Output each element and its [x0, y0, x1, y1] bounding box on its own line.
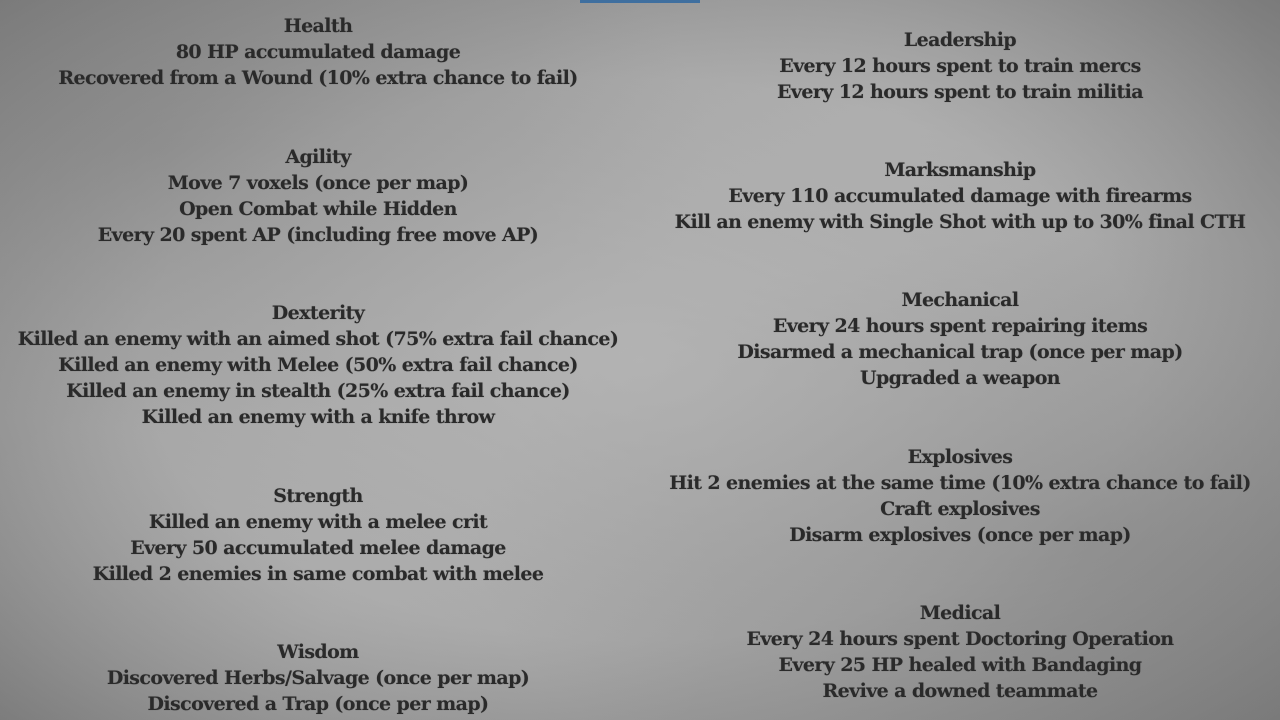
stat-section-explosives	[640, 444, 1280, 548]
section-line: Disarmed a mechanical trap (once per map)	[737, 341, 1183, 363]
section-line: Every 50 accumulated melee damage	[130, 537, 506, 559]
stat-section-wisdom	[0, 639, 638, 717]
section-line: Every 24 hours spent repairing items	[772, 315, 1148, 337]
section-line: Every 12 hours spent to train mercs	[779, 55, 1141, 77]
section-line: Killed an enemy in stealth (25% extra fail chance)	[66, 380, 570, 402]
section-line: Disarm explosives (once per map)	[789, 524, 1131, 546]
section-title: Mechanical	[901, 289, 1019, 311]
stat-section-health	[0, 13, 638, 91]
section-line: Every 24 hours spent Doctoring Operation	[746, 628, 1174, 650]
section-title: Marksmanship	[884, 159, 1036, 181]
section-line: Discovered a Trap (once per map)	[147, 693, 489, 715]
section-line: Hit 2 enemies at the same time (10% extra chance to fail)	[669, 472, 1251, 494]
stat-section-dexterity	[0, 300, 638, 430]
stat-section-leadership	[640, 27, 1280, 105]
section-line: Every 25 HP healed with Bandaging	[778, 654, 1142, 676]
section-title: Wisdom	[277, 641, 359, 663]
section-line: Open Combat while Hidden	[179, 198, 457, 220]
stat-section-mechanical	[640, 287, 1280, 391]
section-line: 80 HP accumulated damage	[175, 41, 461, 63]
section-line: Killed an enemy with Melee (50% extra fail chance)	[58, 354, 578, 376]
section-line: Recovered from a Wound (10% extra chance to fail)	[58, 67, 578, 89]
section-line: Craft explosives	[880, 498, 1040, 520]
stat-section-agility	[0, 144, 638, 248]
section-line: Killed an enemy with a knife throw	[141, 406, 495, 428]
section-line: Every 12 hours spent to train militia	[777, 81, 1143, 103]
section-line: Every 110 accumulated damage with firearms	[728, 185, 1192, 207]
section-title: Explosives	[907, 446, 1013, 468]
section-line: Discovered Herbs/Salvage (once per map)	[106, 667, 530, 689]
stat-section-medical	[640, 600, 1280, 704]
section-title: Leadership	[903, 29, 1017, 51]
section-line: Killed 2 enemies in same combat with melee	[92, 563, 544, 585]
section-line: Killed an enemy with a melee crit	[148, 511, 488, 533]
section-line: Every 20 spent AP (including free move AP)	[97, 224, 539, 246]
section-title: Agility	[285, 146, 351, 168]
section-title: Health	[283, 15, 353, 37]
section-line: Revive a downed teammate	[822, 680, 1098, 702]
section-title: Medical	[919, 602, 1001, 624]
stat-section-marksmanship	[640, 157, 1280, 235]
section-title: Strength	[273, 485, 363, 507]
section-line: Upgraded a weapon	[860, 367, 1060, 389]
stat-section-strength	[0, 483, 638, 587]
section-line: Killed an enemy with an aimed shot (75% extra fail chance)	[17, 328, 619, 350]
section-title: Dexterity	[271, 302, 365, 324]
right-column	[640, 0, 1280, 720]
section-line: Move 7 voxels (once per map)	[167, 172, 469, 194]
section-line: Kill an enemy with Single Shot with up to 30% final CTH	[674, 211, 1246, 233]
